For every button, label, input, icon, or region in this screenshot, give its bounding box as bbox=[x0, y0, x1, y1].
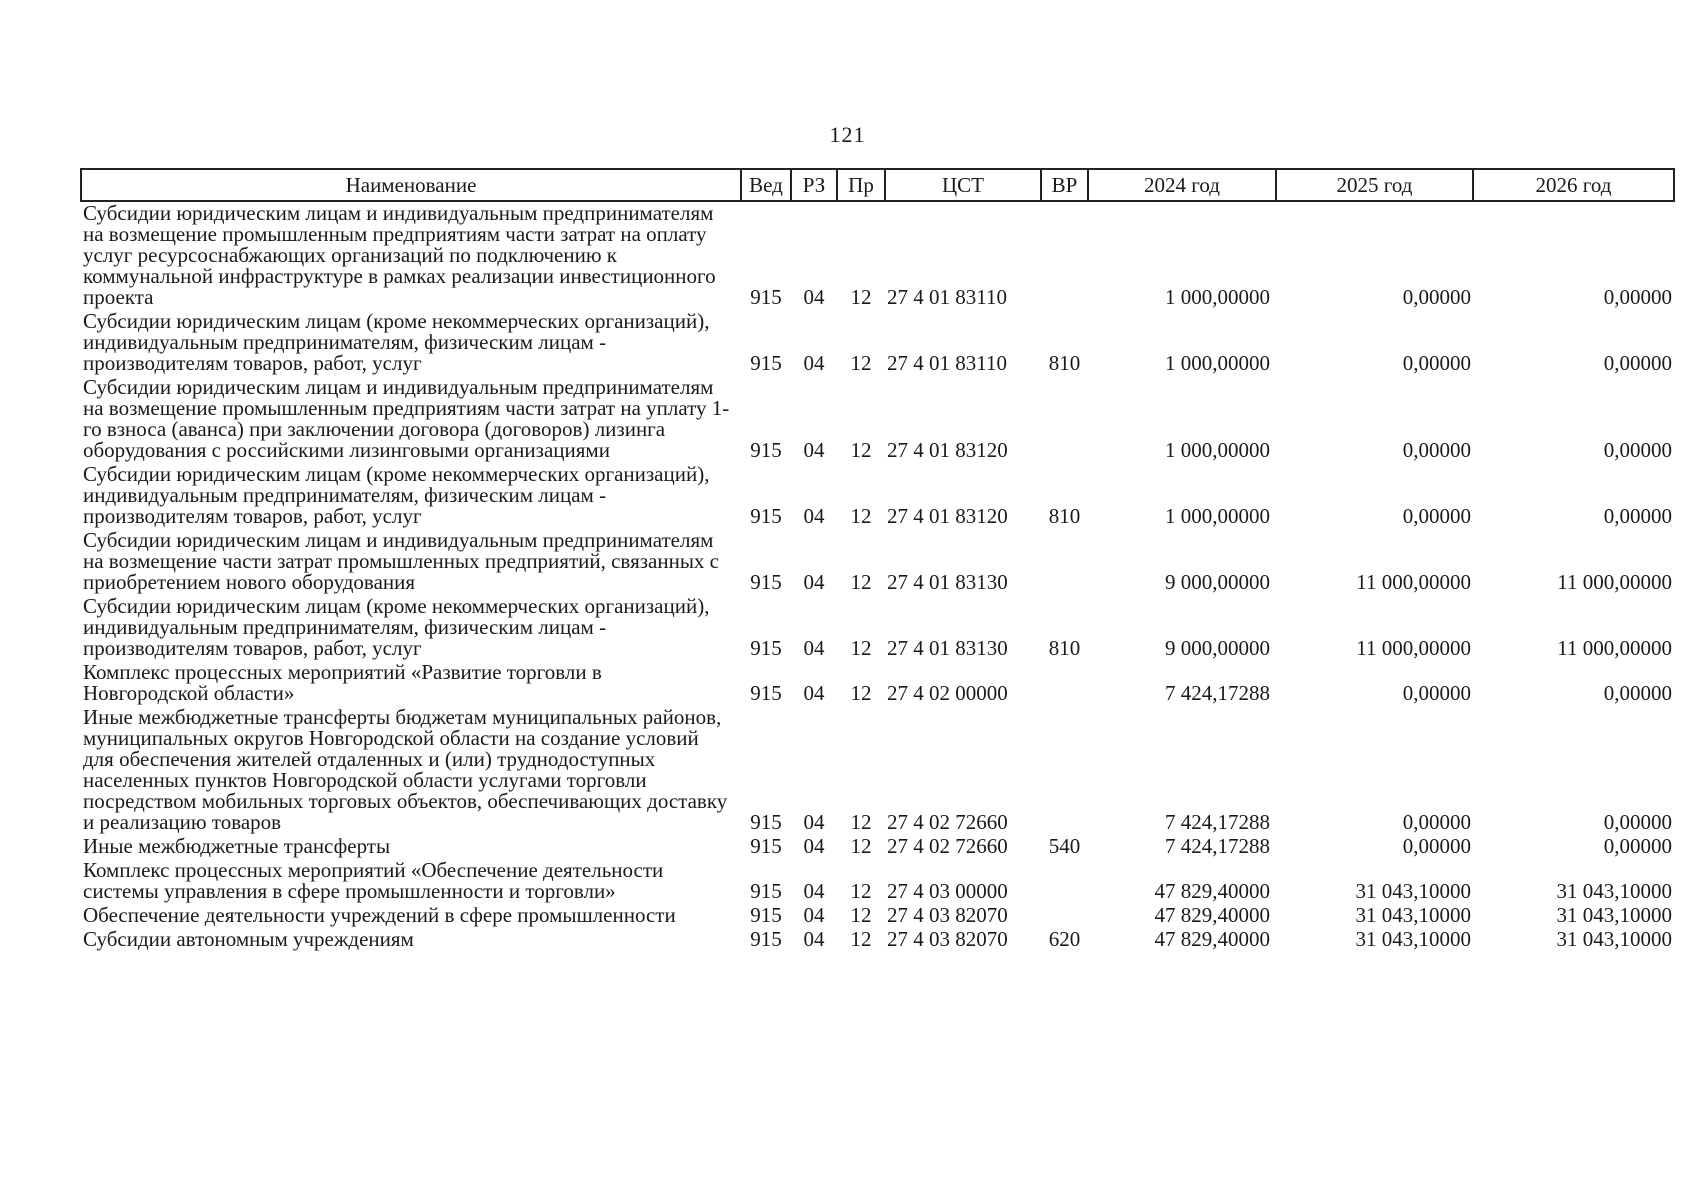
row-rz: 04 bbox=[803, 285, 825, 309]
table-row bbox=[81, 376, 1674, 463]
row-ved: 915 bbox=[750, 285, 782, 309]
row-pr: 12 bbox=[850, 570, 872, 594]
row-cst: 27 4 01 83110 bbox=[887, 351, 1007, 375]
row-2024: 1 000,00000 bbox=[1165, 285, 1270, 309]
row-2025: 0,00000 bbox=[1402, 285, 1471, 309]
row-2026: 11 000,00000 bbox=[1557, 570, 1672, 594]
row-2025: 31 043,10000 bbox=[1355, 903, 1471, 927]
row-cst: 27 4 01 83130 bbox=[887, 636, 1008, 660]
header-vr: ВР bbox=[1041, 169, 1088, 201]
header-rz: РЗ bbox=[791, 169, 837, 201]
row-rz: 04 bbox=[803, 636, 825, 660]
row-2026: 0,00000 bbox=[1603, 351, 1672, 375]
row-2024: 1 000,00000 bbox=[1165, 351, 1270, 375]
row-2026: 0,00000 bbox=[1603, 810, 1672, 834]
row-cst: 27 4 01 83130 bbox=[887, 570, 1008, 594]
row-2025: 31 043,10000 bbox=[1355, 927, 1471, 951]
row-ved: 915 bbox=[750, 570, 782, 594]
row-2026: 0,00000 bbox=[1603, 438, 1672, 462]
table-row bbox=[81, 310, 1674, 376]
table-row bbox=[81, 463, 1674, 529]
row-name: Иные межбюджетные трансферты bbox=[83, 834, 391, 858]
row-pr: 12 bbox=[850, 810, 872, 834]
row-2025: 0,00000 bbox=[1402, 681, 1471, 705]
row-pr: 12 bbox=[850, 927, 872, 951]
row-ved: 915 bbox=[750, 351, 782, 375]
row-cst: 27 4 01 83110 bbox=[887, 285, 1007, 309]
header-ved: Вед bbox=[741, 169, 791, 201]
header-cst: ЦСТ bbox=[885, 169, 1041, 201]
row-2026: 0,00000 bbox=[1603, 285, 1672, 309]
page-number: 121 bbox=[829, 122, 866, 147]
row-2026: 0,00000 bbox=[1603, 681, 1672, 705]
row-vr bbox=[1041, 529, 1088, 595]
row-2024: 47 829,40000 bbox=[1154, 879, 1270, 903]
row-vr: 810 bbox=[1048, 636, 1081, 660]
row-rz: 04 bbox=[803, 570, 825, 594]
row-pr: 12 bbox=[850, 879, 872, 903]
row-cst: 27 4 02 72660 bbox=[887, 810, 1008, 834]
row-2026: 31 043,10000 bbox=[1556, 903, 1672, 927]
table-row bbox=[81, 706, 1674, 835]
row-name: Субсидии юридическим лицам (кроме некоммерческих организаций), индивидуальным предпринимателям, физическим лицам - производителям товаров, работ, услуг bbox=[83, 594, 710, 660]
row-rz: 04 bbox=[803, 681, 825, 705]
row-ved: 915 bbox=[750, 681, 782, 705]
row-rz: 04 bbox=[803, 351, 825, 375]
row-pr: 12 bbox=[850, 351, 872, 375]
row-ved: 915 bbox=[750, 834, 782, 858]
table-row bbox=[81, 928, 1674, 952]
row-vr: 620 bbox=[1048, 927, 1081, 951]
row-name: Субсидии юридическим лицам (кроме некоммерческих организаций), индивидуальным предпринимателям, физическим лицам - производителям товаров, работ, услуг bbox=[83, 309, 710, 375]
table-row bbox=[81, 595, 1674, 661]
row-cst: 27 4 02 00000 bbox=[887, 681, 1008, 705]
row-pr: 12 bbox=[850, 834, 872, 858]
row-cst: 27 4 01 83120 bbox=[887, 504, 1008, 528]
table-row bbox=[81, 529, 1674, 595]
row-2026: 31 043,10000 bbox=[1556, 879, 1672, 903]
row-2024: 1 000,00000 bbox=[1165, 438, 1270, 462]
row-name: Комплекс процессных мероприятий «Обеспечение деятельности системы управления в сфере промышленности и торговли» bbox=[83, 858, 664, 903]
row-name: Субсидии юридическим лицам и индивидуальным предпринимателям на возмещение промышленным предприятиям части затрат на оплату услуг ресурсоснабжающих организаций по подключению к коммунальной инфраструктуре в рамках реализации инвестиционного проекта bbox=[83, 201, 716, 309]
row-ved: 915 bbox=[750, 438, 782, 462]
row-vr bbox=[1041, 661, 1088, 706]
row-name: Иные межбюджетные трансферты бюджетам муниципальных районов, муниципальных округов Новгородской области на создание условий для обеспечения жителей отдаленных и (или) труднодоступных населенных пунктов Новгородской области услугами торговли посредством мобильных торговых объектов, обеспечивающих доставку и реализацию товаров bbox=[83, 705, 728, 834]
row-2024: 7 424,17288 bbox=[1165, 834, 1270, 858]
row-vr bbox=[1041, 706, 1088, 835]
row-name: Обеспечение деятельности учреждений в сфере промышленности bbox=[83, 903, 676, 927]
row-pr: 12 bbox=[850, 285, 872, 309]
row-vr: 810 bbox=[1048, 504, 1081, 528]
row-pr: 12 bbox=[850, 903, 872, 927]
row-ved: 915 bbox=[750, 903, 782, 927]
table-row bbox=[81, 904, 1674, 928]
row-2025: 11 000,00000 bbox=[1356, 570, 1471, 594]
row-2026: 0,00000 bbox=[1603, 504, 1672, 528]
table-row bbox=[81, 835, 1674, 859]
row-pr: 12 bbox=[850, 438, 872, 462]
row-2025: 31 043,10000 bbox=[1355, 879, 1471, 903]
row-cst: 27 4 01 83120 bbox=[887, 438, 1008, 462]
row-2024: 47 829,40000 bbox=[1154, 927, 1270, 951]
row-rz: 04 bbox=[803, 834, 825, 858]
row-cst: 27 4 03 82070 bbox=[887, 927, 1008, 951]
table-row bbox=[81, 201, 1674, 310]
row-ved: 915 bbox=[750, 636, 782, 660]
row-2025: 0,00000 bbox=[1402, 834, 1471, 858]
row-cst: 27 4 02 72660 bbox=[887, 834, 1008, 858]
row-name: Субсидии юридическим лицам и индивидуальным предпринимателям на возмещение части затрат промышленных предприятий, связанных с приобретением нового оборудования bbox=[83, 528, 719, 594]
table-row bbox=[81, 661, 1674, 706]
row-vr: 810 bbox=[1048, 351, 1081, 375]
row-vr bbox=[1041, 376, 1088, 463]
table-body bbox=[81, 201, 1674, 952]
row-2024: 9 000,00000 bbox=[1165, 570, 1270, 594]
row-2025: 0,00000 bbox=[1402, 351, 1471, 375]
row-2024: 1 000,00000 bbox=[1165, 504, 1270, 528]
row-vr bbox=[1041, 904, 1088, 928]
row-name: Комплекс процессных мероприятий «Развитие торговли в Новгородской области» bbox=[83, 660, 602, 705]
row-name: Субсидии юридическим лицам и индивидуальным предпринимателям на возмещение промышленным предприятиям части затрат на уплату 1-го взноса (аванса) при заключении договора (договоров) лизинга оборудования с российскими лизинговыми организациями bbox=[83, 375, 730, 462]
row-vr: 540 bbox=[1048, 834, 1081, 858]
row-vr bbox=[1041, 859, 1088, 904]
row-2025: 0,00000 bbox=[1402, 810, 1471, 834]
row-ved: 915 bbox=[750, 810, 782, 834]
row-2024: 7 424,17288 bbox=[1165, 681, 1270, 705]
row-rz: 04 bbox=[803, 903, 825, 927]
row-2024: 9 000,00000 bbox=[1165, 636, 1270, 660]
row-rz: 04 bbox=[803, 879, 825, 903]
row-pr: 12 bbox=[850, 636, 872, 660]
budget-table-container bbox=[80, 168, 1673, 952]
row-cst: 27 4 03 00000 bbox=[887, 879, 1008, 903]
header-2026: 2026 год bbox=[1473, 169, 1674, 201]
row-ved: 915 bbox=[750, 879, 782, 903]
row-name: Субсидии юридическим лицам (кроме некоммерческих организаций), индивидуальным предпринимателям, физическим лицам - производителям товаров, работ, услуг bbox=[83, 462, 710, 528]
row-2026: 31 043,10000 bbox=[1556, 927, 1672, 951]
row-rz: 04 bbox=[803, 810, 825, 834]
row-vr bbox=[1041, 201, 1088, 310]
table-header-row bbox=[81, 169, 1674, 201]
header-2024: 2024 год bbox=[1088, 169, 1276, 201]
row-rz: 04 bbox=[803, 927, 825, 951]
row-name: Субсидии автономным учреждениям bbox=[83, 927, 414, 951]
row-2026: 0,00000 bbox=[1603, 834, 1672, 858]
row-ved: 915 bbox=[750, 927, 782, 951]
row-2024: 7 424,17288 bbox=[1165, 810, 1270, 834]
header-2025: 2025 год bbox=[1276, 169, 1473, 201]
header-name: Наименование bbox=[81, 169, 741, 201]
row-2026: 11 000,00000 bbox=[1557, 636, 1672, 660]
row-pr: 12 bbox=[850, 504, 872, 528]
budget-table bbox=[80, 168, 1675, 952]
row-2025: 0,00000 bbox=[1402, 504, 1471, 528]
header-pr: Пр bbox=[837, 169, 885, 201]
row-2024: 47 829,40000 bbox=[1154, 903, 1270, 927]
row-rz: 04 bbox=[803, 504, 825, 528]
table-row bbox=[81, 859, 1674, 904]
row-2025: 0,00000 bbox=[1402, 438, 1471, 462]
row-cst: 27 4 03 82070 bbox=[887, 903, 1008, 927]
row-2025: 11 000,00000 bbox=[1356, 636, 1471, 660]
row-rz: 04 bbox=[803, 438, 825, 462]
row-ved: 915 bbox=[750, 504, 782, 528]
row-pr: 12 bbox=[850, 681, 872, 705]
